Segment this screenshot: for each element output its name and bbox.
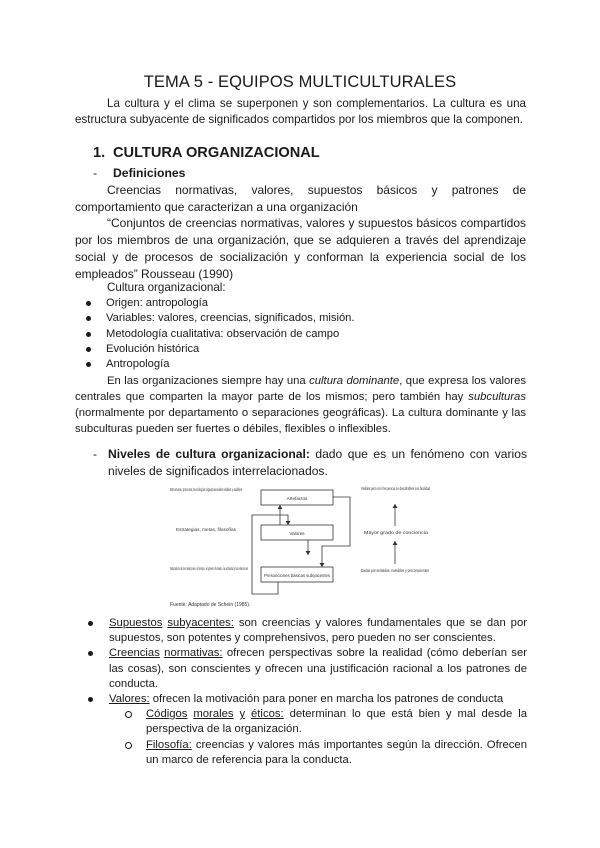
bullet-icon xyxy=(86,301,91,306)
right-arrow-lower-icon xyxy=(393,541,398,545)
niveles-dash: - xyxy=(93,447,98,461)
valores-down-arrow-icon xyxy=(306,551,311,555)
diagram-right-mid: Mayor grado de conciencia xyxy=(364,530,429,535)
definition-text: Creencias normativas, valores, supuestos básicos y patrones de comportamiento que caracterizan a una organización xyxy=(75,183,526,214)
bullet-icon xyxy=(88,651,93,656)
artefactos-up-arrow-icon xyxy=(278,505,283,509)
levels-list xyxy=(86,616,527,768)
circle-bullet-icon xyxy=(125,711,132,718)
valores-term: Valores: xyxy=(109,693,150,706)
list-item-text: Metodología cualitativa: observación de campo xyxy=(106,327,340,340)
bullet-icon xyxy=(86,332,91,337)
subsection-heading xyxy=(93,166,185,180)
level-item-creencias xyxy=(86,646,527,692)
loop-left-arrow-icon xyxy=(286,521,291,525)
niveles-text: dado que es un fenómeno con varios niveles de significados interrelacionados. xyxy=(108,447,527,478)
y-term: y xyxy=(239,708,246,721)
list-item-text: Antropología xyxy=(106,358,170,371)
diagram-left-mid: Estrategias, metas, filosofías xyxy=(176,527,237,532)
level-item-supuestos xyxy=(86,616,527,646)
niveles-title: Niveles de cultura organizacional: xyxy=(108,447,310,461)
list-item-text: Origen: antropología xyxy=(106,297,208,309)
diagram-center-mid: Valores xyxy=(289,531,305,536)
subyacentes-term: subyacentes: xyxy=(167,617,234,629)
dominante-text-1: En las organizaciones siempre hay una xyxy=(107,375,310,387)
list-item xyxy=(86,311,355,326)
cultura-dominante-term: cultura dominante xyxy=(309,375,400,387)
creencias-text: ofrecen perspectivas sobre la realidad (cómo deberían ser las cosas), son conscientes y ofrecen una justificación racional a los patrones de conducta. xyxy=(109,647,527,690)
eticos-term: éticos: xyxy=(251,708,284,721)
dominante-paragraph xyxy=(75,373,526,437)
list-item xyxy=(86,327,355,342)
list-item xyxy=(86,357,355,372)
niveles-body xyxy=(108,446,527,479)
creencias-term: Creencias xyxy=(109,647,160,660)
diagram-right-bot: Dadas por sentadas. Invisibles y preconscientes xyxy=(361,568,430,573)
level-subitem-codigos xyxy=(123,707,527,737)
list-item xyxy=(86,342,355,357)
right-arrow-upper-icon xyxy=(393,504,398,508)
bullet-icon xyxy=(86,347,91,352)
list-item-text: Variables: valores, creencias, significados, misión. xyxy=(106,312,355,325)
subculturas-term: subculturas xyxy=(468,391,526,403)
circle-bullet-icon xyxy=(125,742,132,749)
filosofia-text: creencias y valores más importantes según la dirección. Ofrecen un marco de referencia para la conducta. xyxy=(146,738,527,766)
supuestos-text: son creencias y valores fundamentales que se dan por supuestos, son potentes y comprehensivos, pero pueden no ser conscientes. xyxy=(109,617,527,645)
bullet-icon xyxy=(88,697,93,702)
list-item-text: Evolución histórica xyxy=(106,342,200,355)
dominante-text-3: (normalmente por departamento o separaciones geográficas). La cultura dominante y las subculturas pueden ser fuertes o débiles, flexibles o inflexibles. xyxy=(75,407,526,435)
codigos-text: determinan lo que está bien y mal desde la perspectiva de la organización. xyxy=(146,708,528,736)
valores-text: ofrecen la motivación para poner en marcha los patrones de conducta xyxy=(149,693,504,706)
subsection-title: Definiciones xyxy=(113,166,186,180)
quote-paragraph xyxy=(75,215,526,283)
codigos-term: Códigos xyxy=(146,708,188,721)
cultura-label: Cultura organizacional: xyxy=(107,281,226,294)
diagram-source: Fuente: Adaptado de Schein (1985). xyxy=(170,602,251,608)
intro-paragraph xyxy=(75,96,526,128)
section-title: CULTURA ORGANIZACIONAL xyxy=(113,145,320,161)
section-heading xyxy=(93,145,320,161)
diagram-left-top: Estructuras, procesos, tecnologías organizacionales visibles y audibles xyxy=(170,487,243,492)
bullet-icon xyxy=(86,362,91,367)
normativas-term: normativas: xyxy=(164,647,223,660)
intro-text: La cultura y el clima se superponen y son complementarios. La cultura es una estructura subyacente de significados compartidos por los miembros que la componen. xyxy=(75,97,526,127)
schein-levels-diagram xyxy=(168,484,432,611)
feedback-loop-line xyxy=(322,497,350,567)
niveles-paragraph xyxy=(93,446,527,479)
level-item-valores xyxy=(86,692,527,707)
document-title: TEMA 5 - EQUIPOS MULTICULTURALES xyxy=(143,73,457,91)
cultura-label-paragraph xyxy=(75,280,526,296)
subsection-dash: - xyxy=(93,166,98,180)
level-subitem-filosofia xyxy=(123,738,527,768)
supuestos-term: Supuestos xyxy=(109,617,163,629)
section-number: 1. xyxy=(93,145,106,161)
definition-paragraph xyxy=(75,182,526,216)
diagram-center-top: Artefactos xyxy=(286,496,308,501)
feedback-loop-arrow-icon xyxy=(320,563,325,567)
quote-text: “Conjuntos de creencias normativas, valores y supuestos básicos compartidos por los miembros de una organización, que se adquieren a través del aprendizaje social y de procesos de socialización y conforman la experiencia social de los empleados” Rousseau (1990) xyxy=(75,216,526,281)
cultura-list xyxy=(86,296,355,372)
dominante-text-2: , que expresa los valores centrales que comparten la mayor parte de los mismos; pero también hay xyxy=(75,375,526,403)
diagram-center-bot: Presunciones básicas subyacentes xyxy=(264,573,331,578)
diagram-left-bot: Naturaleza de las relaciones, el tiempo, el género humano, la actividad y las relaciones xyxy=(170,566,249,571)
bullet-icon xyxy=(86,316,91,321)
filosofia-term: Filosofía: xyxy=(146,738,192,751)
diagram-right-top-1: Visibles pero con frecuencia no descifrables con facilidad xyxy=(361,486,431,491)
morales-term: morales xyxy=(193,708,234,721)
bullet-icon xyxy=(88,621,93,626)
list-item xyxy=(86,296,355,311)
